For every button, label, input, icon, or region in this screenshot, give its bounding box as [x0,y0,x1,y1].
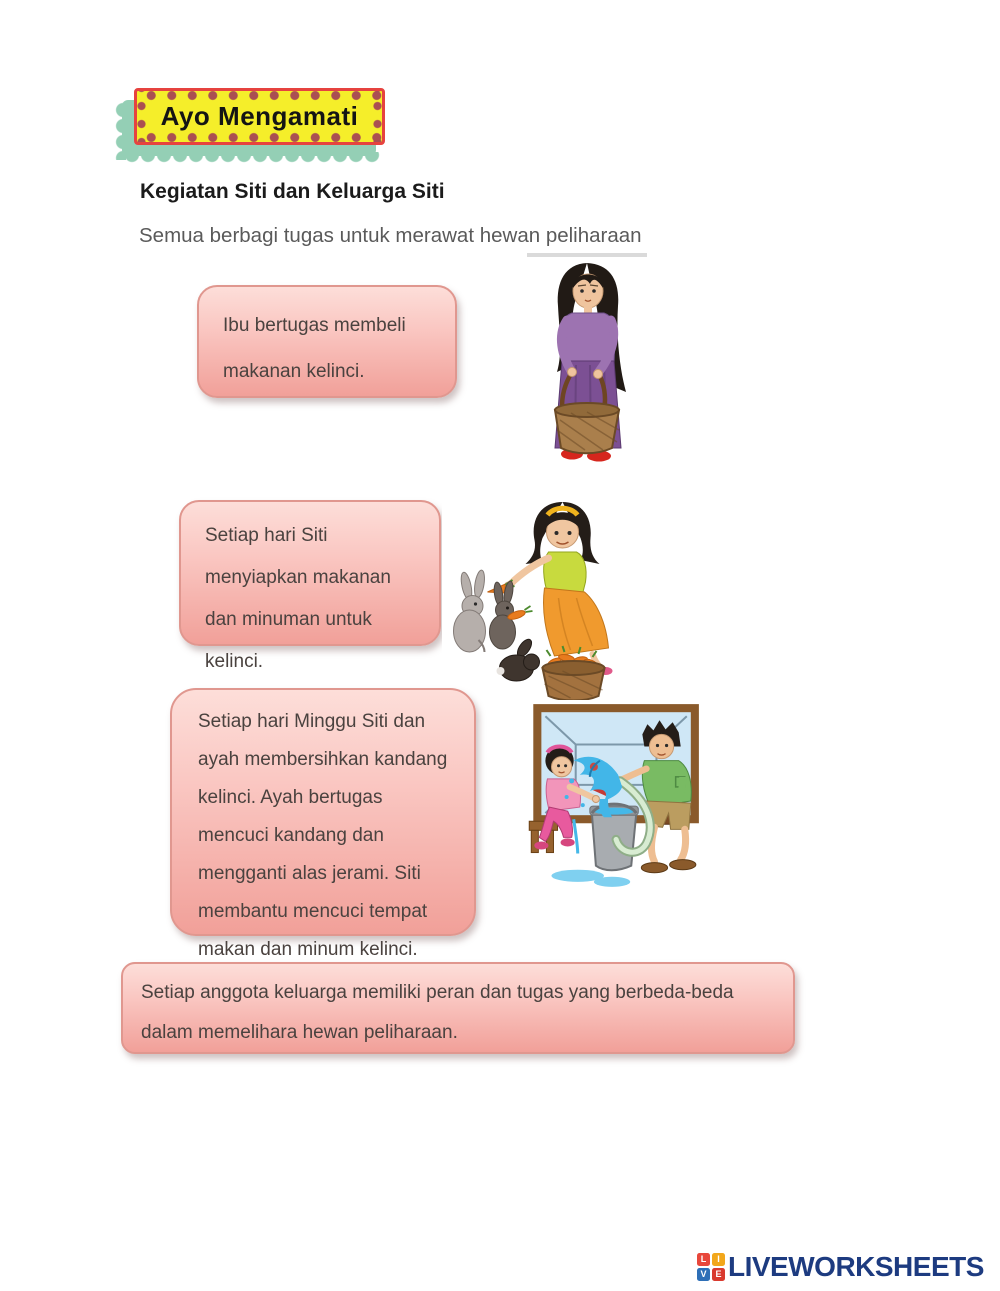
activity-badge [134,88,385,145]
liveworksheets-logo-icon[interactable] [697,1253,725,1281]
liveworksheets-wordmark[interactable]: LIVEWORKSHEETS [728,1251,984,1282]
logo-tile-l: L [697,1253,710,1266]
task-card-ibu-text: Ibu bertugas membeli makanan kelinci. [223,315,406,382]
liveworksheets-brand[interactable] [697,1251,984,1283]
activity-badge-label: Ayo Mengamati [160,101,359,131]
feeding-illustration-svg [442,494,628,708]
task-card-siti-text: Setiap hari Siti menyiapkan makanan dan minuman untuk kelinci. [205,525,391,672]
summary-text: Setiap anggota keluarga memiliki peran dan tugas yang berbeda-beda dalam memelihara hewan peliharaan. [141,982,734,1043]
task-card-ibu [197,285,457,398]
illustration-mother-basket [527,253,647,469]
illustration-feeding-rabbits [442,494,628,708]
summary-box [121,962,795,1054]
logo-tile-e: E [712,1268,725,1281]
carrot-basket [543,646,605,701]
illustration-cleaning-cage [503,700,710,892]
logo-tile-i: I [712,1253,725,1266]
task-card-ayah [170,688,476,960]
task-card-ayah-text: Setiap hari Minggu Siti dan ayah membersihkan kandang kelinci. Ayah bertugas mencuci kandang dan mengganti alas jerami. Siti membantu mencuci tempat makan dan minum kelinci. [198,711,448,960]
cleaning-illustration-svg [503,700,710,892]
logo-tile-v: V [697,1268,710,1281]
rabbits [454,569,540,681]
page-subtitle: Semua berbagi tugas untuk merawat hewan peliharaan [139,224,642,247]
task-card-siti [179,500,441,672]
mother-illustration-svg [527,257,647,469]
page-title: Kegiatan Siti dan Keluarga Siti [140,180,445,203]
